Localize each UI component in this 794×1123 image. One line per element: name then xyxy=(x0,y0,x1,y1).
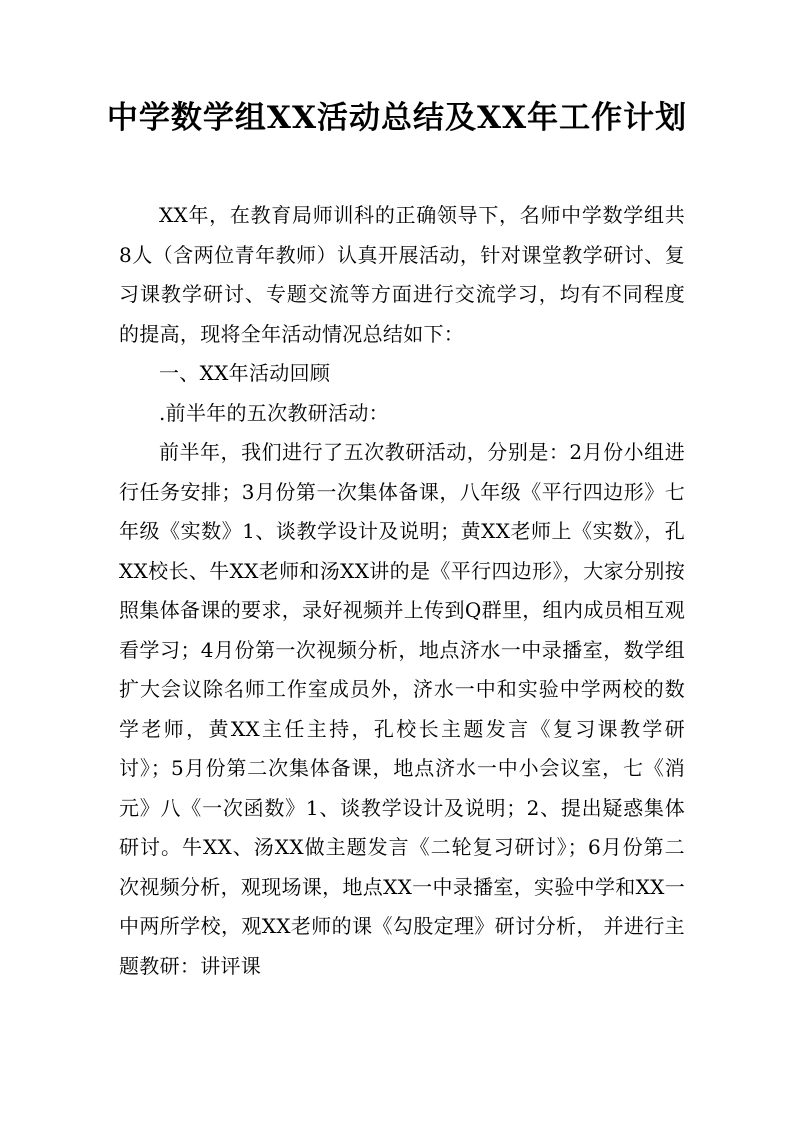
intro-paragraph: XX年，在教育局师训科的正确领导下，名师中学数学组共8人（含两位青年教师）认真开展活动，针对课堂教学研讨、复习课教学研讨、专题交流等方面进行交流学习，均有不同程度的提高，现将全年活动情况总结如下： xyxy=(119,203,685,346)
subsection-heading: .前半年的五次教研活动： xyxy=(159,400,389,425)
activity-paragraph: 前半年，我们进行了五次教研活动，分别是：2月份小组进行任务安排；3月份第一次集体备课，八年级《平行四边形》七年级《实数》1、谈教学设计及说明；黄XX老师上《实数》，孔XX校长、牛XX老师和汤XX讲的是《平行四边形》，大家分别按照集体备课的要求，录好视频并上传到Q群里，组内成员相互观看学习；4月份第一次视频分析，地点济水一中录播室，数学组扩大会议除名师工作室成员外，济水一中和实验中学两校的数学老师，黄XX主任主持，孔校长主题发言《复习课教学研讨》；5月份第二次集体备课，地点济水一中小会议室，七《消元》八《一次函数》1、谈教学设计及说明；2、提出疑惑集体研讨。牛XX、汤XX做主题发言《二轮复习研讨》；6月份第二次视频分析，观现场课，地点XX一中录播室，实验中学和XX一中两所学校，观XX老师的课《勾股定理》研讨分析， 并进行主题教研：讲评课 xyxy=(119,440,685,978)
document-body xyxy=(119,196,685,986)
document-title: 中学数学组XX活动总结及XX年工作计划 xyxy=(106,100,688,136)
section-heading: 一、XX年活动回顾 xyxy=(159,361,331,385)
